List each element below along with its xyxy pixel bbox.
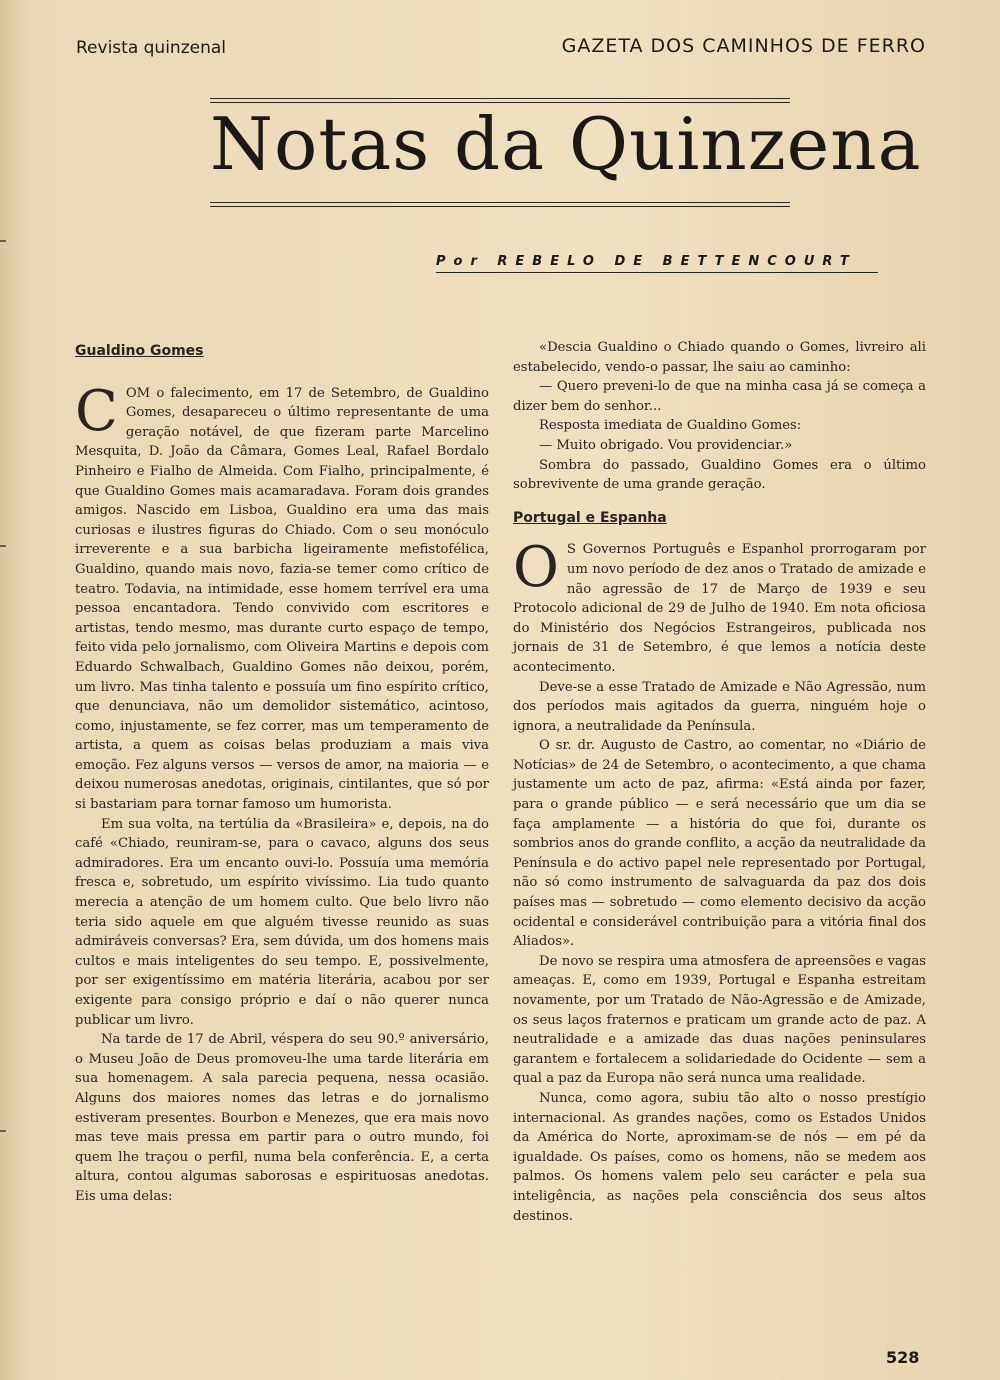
- byline: Por REBELO DE BETTENCOURT: [436, 254, 857, 269]
- paragraph: Resposta imediata de Gualdino Gomes:: [539, 418, 802, 434]
- binding-mark: [0, 545, 6, 547]
- running-head-left: Revista quinzenal: [76, 38, 226, 58]
- page-title: Notas da Quinzena: [210, 102, 922, 186]
- paragraph: — Quero preveni-lo de que na minha casa já se começa a dizer bem do senhor...: [513, 379, 926, 414]
- paragraph: — Muito obrigado. Vou providenciar.»: [539, 437, 793, 453]
- left-column: [75, 342, 489, 1207]
- running-head-right: GAZETA DOS CAMINHOS DE FERRO: [561, 35, 926, 57]
- byline-rule: [436, 272, 878, 273]
- paragraph: Nunca, como agora, subiu tão alto o nosso prestígio internacional. As grandes nações, como os Estados Unidos da América do Norte, aproximam-se de nós — em pé da igualdade. Os países, como os homens, não se medem aos palmos. Os homens valem pelo seu carácter e pela sua inteligência, as nações pela consciência dos seus altos destinos.: [513, 1090, 926, 1224]
- section-heading-portugal: Portugal e Espanha: [513, 509, 667, 526]
- paragraph-text: OM o falecimento, em 17 de Setembro, de Gualdino Gomes, desapareceu o último representante de uma geração notável, de que fizeram parte Marcelino Mesquita, D. João da Câmara, Gomes Leal, Rafael Bordalo Pinheiro e Fialho de Almeida. Com Fialho, principalmente, é que Gualdino Gomes mais acamaradava. Foram dois grandes amigos. Nascido em Lisboa, Gualdino era uma das mais curiosas e ilustres figuras do Chiado. Com o seu monóculo irreverente e a sua barbicha ligeiramente mefistofélica, Gualdino, quando mais novo, fazia-se temer como crítico de teatro. Todavia, na intimidade, esse homem terrível era uma pessoa encantadora. Tendo convivido com escritores e artistas, tendo mesmo, mas durante curto espaço de tempo, feito vida pelo jornalismo, com Oliveira Martins e depois com Eduardo Schwalbach, Gualdino Gomes não deixou, porém, um livro. Mas tinha talento e possuía um fino espírito crítico, que denunciava, não um demolidor sistemático, acintoso, como, injustamente, se fez correr, mas um temperamento de artista, a quem as coisas belas produziam a mais viva emoção. Fez alguns versos — versos de amor, na maioria — e deixou numerosas anedotas, originais, cintilantes, que só por si bastariam para tornar famoso um humorista.: [75, 385, 489, 813]
- dropcap: O: [513, 535, 559, 601]
- paragraph-text: S Governos Português e Espanhol prorrogaram por um novo período de dez anos o Tratado de amizade e não agressão de 17 de Março de 1939 e seu Protocolo adicional de 29 de Julho de 1940. Em nota oficiosa do Ministério dos Negócios Estrangeiros, publicada nos jornais de 31 de Setembro, é que lemos a notícia deste acontecimento.: [513, 542, 926, 675]
- section-heading-gualdino: Gualdino Gomes: [75, 343, 204, 359]
- paragraph: Sombra do passado, Gualdino Gomes era o último sobrevivente de uma grande geração.: [513, 457, 926, 493]
- paragraph: Na tarde de 17 de Abril, véspera do seu 90.º aniversário, o Museu João de Deus promoveu-lhe uma tarde literária em sua homenagem. A sala parecia pequena, nessa ocasião. Alguns dos maiores nomes das letras e do jornalismo estiveram presentes. Bourbon e Menezes, que era mais novo mas teve mais pressa em partir para o outro mundo, foi quem lhe traçou o perfil, numa bela conferência. E, a certa altura, contou algumas saborosas e espirituosas anedotas. Eis uma delas:: [75, 1032, 489, 1204]
- paragraph: Em sua volta, na tertúlia da «Brasileira» e, depois, na do café «Chiado, reuniram-se, para o cavaco, alguns dos seus admiradores. Era um encanto ouvi-lo. Possuía uma memória fresca e, sobretudo, um espírito vivíssimo. Lia tudo quanto merecia a atenção de um homem culto. Que belo livro não teria sido aquele em que alguém tivesse reunido as suas admiráveis conversas? Era, sem dúvida, um dos homens mais cultos e mais inteligentes do seu tempo. E, possivelmente, por ser exigentíssimo em matéria literária, acabou por ser exigente para consigo próprio e daí o não querer nunca publicar um livro.: [75, 816, 489, 1028]
- page-number: 528: [886, 1348, 920, 1367]
- binding-mark: [0, 240, 6, 242]
- paragraph: O sr. dr. Augusto de Castro, ao comentar, no «Diário de Notícias» de 24 de Setembro, o acontecimento, a que chama justamente um acto de paz, afirma: «Está ainda por fazer, para o grande público — e será necessário que um dia se faça amplamente — a história do que foi, durante os sombrios anos do grande conflito, a acção da neutralidade da Península e do activo papel nele representado por Portugal, não só como instrumento de salvaguarda da paz dos dois países mas — sobretudo — como elemento decisivo da acção ocidental e considerável contribuição para a vitória final dos Aliados».: [513, 738, 926, 950]
- paragraph: Deve-se a esse Tratado de Amizade e Não Agressão, num dos períodos mais agitados da guerra, ninguém hoje o ignora, a neutralidade da Península.: [513, 679, 926, 734]
- dropcap: C: [75, 378, 118, 444]
- title-frame: [210, 98, 922, 208]
- paragraph: De novo se respira uma atmosfera de apreensões e vagas ameaças. E, como em 1939, Portugal e Espanha estreitam novamente, por um Tratado de Não-Agressão e de Amizade, os seus laços fraternos e praticam um grande acto de paz. A neutralidade e a amizade das duas nações peninsulares garantem e fortalecem a solidariedade do Ocidente — sem a qual a paz da Europa não será nunca uma realidade.: [513, 953, 926, 1087]
- paragraph: «Descia Gualdino o Chiado quando o Gomes, livreiro ali estabelecido, vendo-o passar, lhe saiu ao caminho:: [513, 340, 926, 375]
- right-column: [513, 338, 926, 1226]
- paragraph: [75, 378, 489, 815]
- paragraph: [513, 535, 926, 677]
- binding-mark: [0, 1130, 6, 1132]
